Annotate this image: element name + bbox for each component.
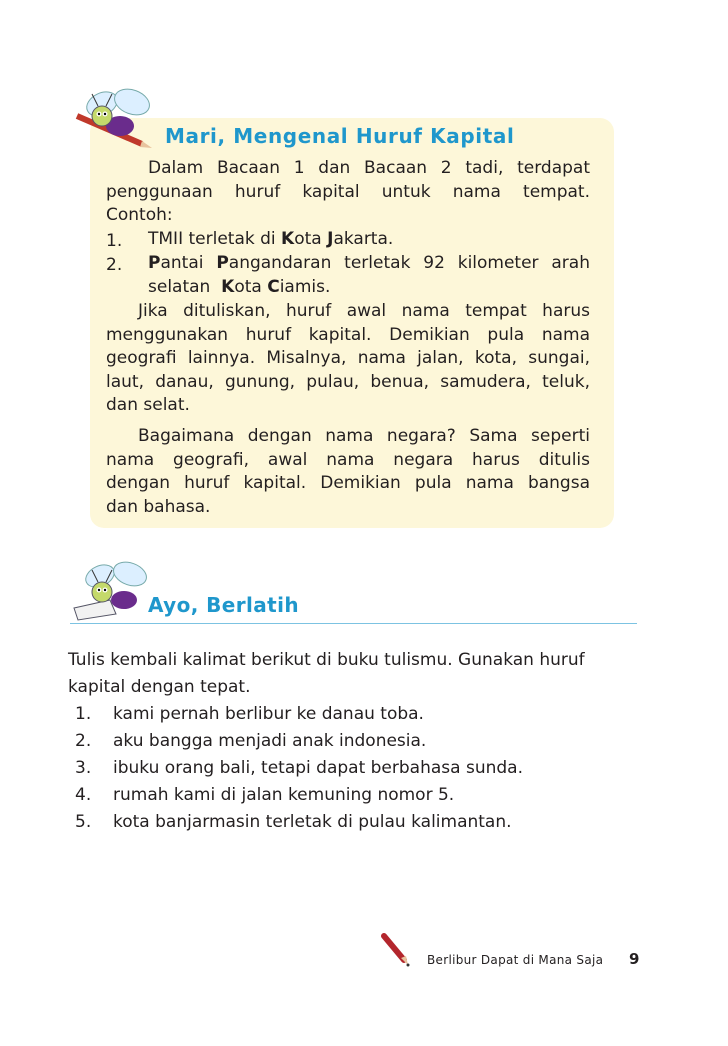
exercise-item: 5. kota banjarmasin terletak di pulau kalimantan. — [75, 812, 512, 832]
exercise-item: 1. kami pernah berlibur ke danau toba. — [75, 704, 424, 724]
intro-paragraph: Dalam Bacaan 1 dan Bacaan 2 tadi, terdapat penggunaan huruf kapital untuk nama tempat. Contoh: — [106, 158, 590, 226]
rule-paragraph: Jika dituliskan, huruf awal nama tempat harus menggunakan huruf kapital. Demikian pula nama geografi lainnya. Misalnya, nama jalan, kota, sungai, laut, danau, gunung, pulau, benua, samudera, teluk, dan selat. — [106, 301, 590, 416]
country-paragraph: Bagaimana dengan nama negara? Sama seperti nama geografi, awal nama negara harus ditulis dengan huruf kapital. Demikian pula nama bangsa dan bahasa. — [106, 426, 590, 517]
section-divider — [70, 623, 637, 624]
example-2-continued: selatan Kota Ciamis. — [148, 277, 331, 297]
footer-chapter-title: Berlibur Dapat di Mana Saja — [427, 953, 604, 967]
exercise-instruction-line-2: kapital dengan tepat. — [68, 677, 251, 697]
page-number: 9 — [629, 950, 640, 968]
example-2: Pantai Pangandaran terletak 92 kilometer arah — [148, 253, 590, 273]
bee-pencil-icon — [72, 86, 162, 156]
bee-reading-icon — [66, 560, 156, 622]
exercise-item: 2. aku bangga menjadi anak indonesia. — [75, 731, 427, 751]
exercise-title: Ayo, Berlatih — [148, 593, 299, 617]
exercise-instruction-line-1: Tulis kembali kalimat berikut di buku tulismu. Gunakan huruf — [68, 650, 585, 670]
exercise-item: 3. ibuku orang bali, tetapi dapat berbahasa sunda. — [75, 758, 523, 778]
box-title: Mari, Mengenal Huruf Kapital — [165, 124, 515, 148]
example-1: TMII terletak di Kota Jakarta. — [148, 229, 394, 249]
exercise-item: 4. rumah kami di jalan kemuning nomor 5. — [75, 785, 455, 805]
pencil-icon — [380, 932, 412, 968]
